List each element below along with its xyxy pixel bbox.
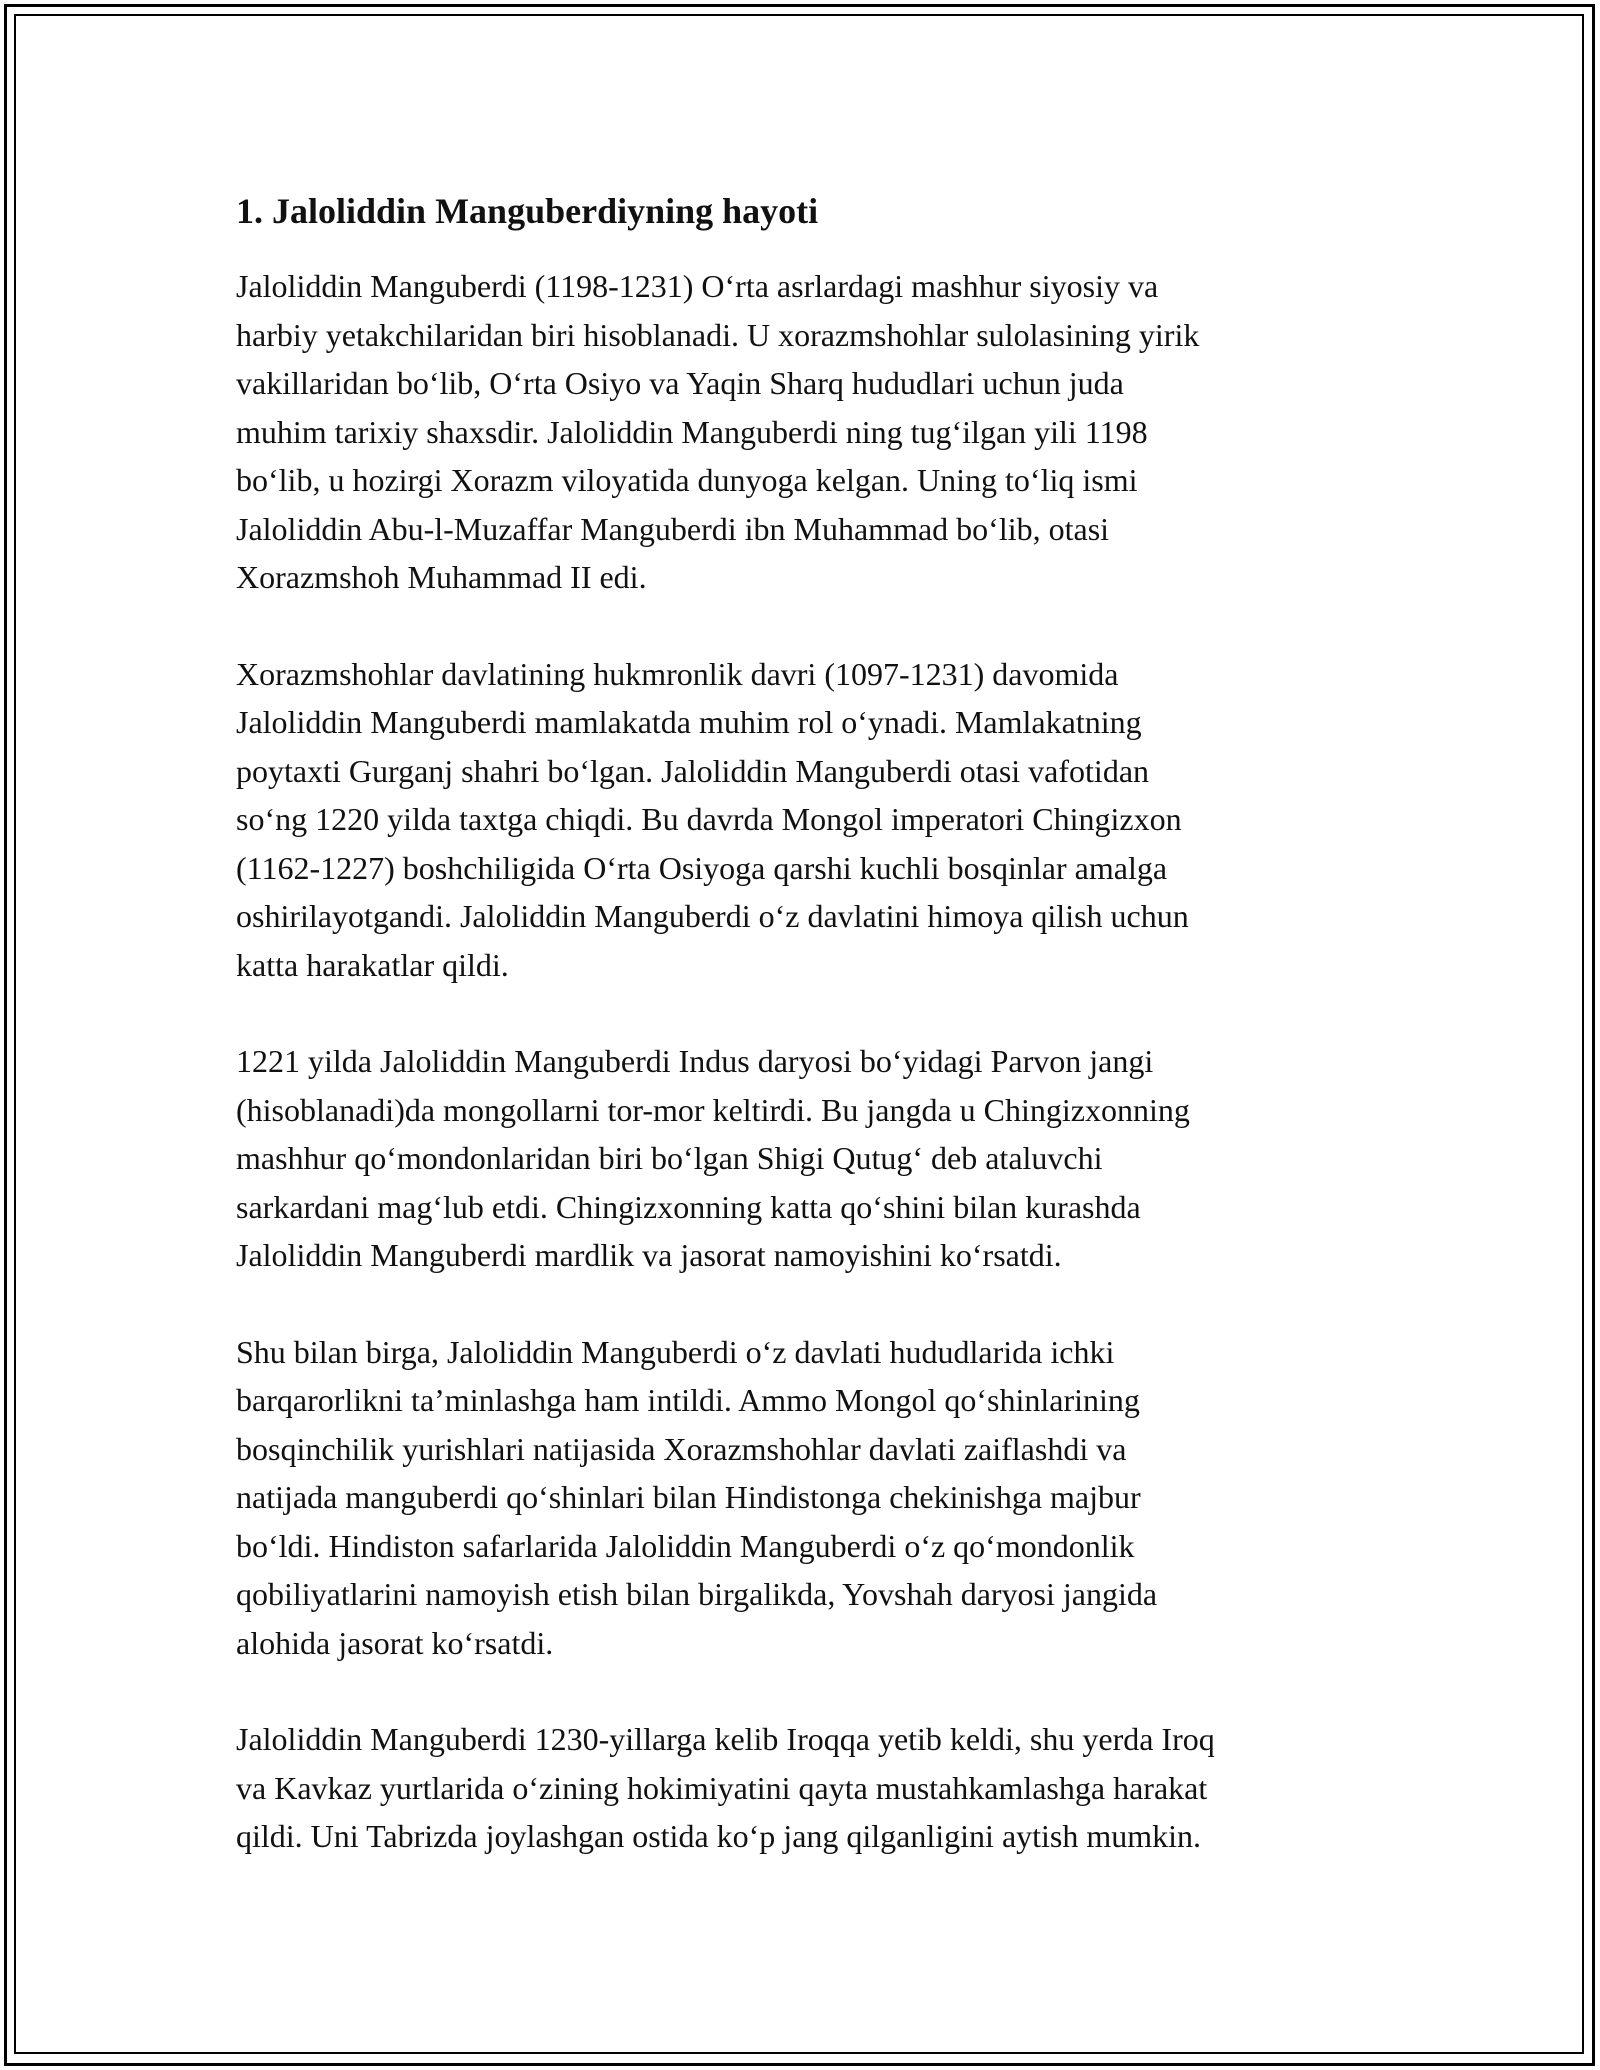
- paragraph-line: alohida jasorat ko‘rsatdi.: [236, 1624, 554, 1661]
- paragraph-line: harbiy yetakchilaridan biri hisoblanadi. U xorazmshohlar sulolasining yirik: [236, 316, 1200, 353]
- paragraph-3: [236, 1037, 1386, 1280]
- document-body: [236, 188, 1386, 1861]
- paragraph-line: qildi. Uni Tabrizda joylashgan ostida ko‘p jang qilganligini aytish mumkin.: [236, 1818, 1202, 1854]
- paragraph-line: bosqinchilik yurishlari natijasida Xorazmshohlar davlati zaiflashdi va: [236, 1430, 1127, 1467]
- paragraph-line: Jaloliddin Manguberdi 1230-yillarga kelib Iroqqa yetib keldi, shu yerda Iroq: [236, 1721, 1215, 1757]
- paragraph-line: (hisoblanadi)da mongollarni tor-mor keltirdi. Bu jangda u Chingizxonning: [236, 1091, 1190, 1128]
- paragraph-line: muhim tarixiy shaxsdir. Jaloliddin Manguberdi ning tug‘ilgan yili 1198: [236, 413, 1148, 450]
- paragraph-line: Xorazmshohlar davlatining hukmronlik davri (1097-1231) davomida: [236, 655, 1119, 692]
- paragraph-1: [236, 262, 1386, 602]
- paragraph-line: (1162-1227) boshchiligida O‘rta Osiyoga qarshi kuchli bosqinlar amalga: [236, 849, 1168, 886]
- paragraph-line: natijada manguberdi qo‘shinlari bilan Hindistonga chekinishga majbur: [236, 1479, 1141, 1515]
- paragraph-line: Jaloliddin Manguberdi mardlik va jasorat namoyishini ko‘rsatdi.: [236, 1237, 1062, 1273]
- paragraph-line: barqarorlikni ta’minlashga ham intildi. Ammo Mongol qo‘shinlarining: [236, 1382, 1140, 1418]
- paragraph-line: mashhur qo‘mondonlaridan biri bo‘lgan Shigi Qutug‘ deb ataluvchi: [236, 1140, 1103, 1176]
- paragraph-line: Xorazmshoh Muhammad II edi.: [236, 559, 647, 595]
- section-heading: 1. Jaloliddin Manguberdiyning hayoti: [236, 191, 819, 231]
- paragraph-line: so‘ng 1220 yilda taxtga chiqdi. Bu davrda Mongol imperatori Chingizxon: [236, 801, 1182, 837]
- paragraph-line: va Kavkaz yurtlarida o‘zining hokimiyatini qayta mustahkamlashga harakat: [236, 1769, 1208, 1806]
- paragraph-line: 1221 yilda Jaloliddin Manguberdi Indus daryosi bo‘yidagi Parvon jangi: [236, 1043, 1154, 1079]
- paragraph-line: bo‘ldi. Hindiston safarlarida Jaloliddin Manguberdi o‘z qo‘mondonlik: [236, 1527, 1135, 1564]
- paragraph-line: katta harakatlar qildi.: [236, 946, 509, 983]
- paragraph-2: [236, 650, 1386, 990]
- paragraph-line: sarkardani mag‘lub etdi. Chingizxonning katta qo‘shini bilan kurashda: [236, 1188, 1141, 1225]
- paragraph-line: poytaxti Gurganj shahri bo‘lgan. Jaloliddin Manguberdi otasi vafotidan: [236, 752, 1150, 789]
- paragraph-4: [236, 1328, 1386, 1668]
- paragraph-line: Shu bilan birga, Jaloliddin Manguberdi o‘z davlati hududlarida ichki: [236, 1333, 1115, 1370]
- paragraph-line: bo‘lib, u hozirgi Xorazm viloyatida dunyoga kelgan. Uning to‘liq ismi: [236, 462, 1138, 498]
- paragraph-line: vakillaridan bo‘lib, O‘rta Osiyo va Yaqin Sharq hududlari uchun juda: [236, 365, 1124, 401]
- paragraph-5: [236, 1715, 1386, 1861]
- paragraph-line: oshirilayotgandi. Jaloliddin Manguberdi o‘z davlatini himoya qilish uchun: [236, 898, 1189, 934]
- paragraph-line: qobiliyatlarini namoyish etish bilan birgalikda, Yovshah daryosi jangida: [236, 1576, 1158, 1612]
- paragraph-line: Jaloliddin Manguberdi (1198-1231) O‘rta asrlardagi mashhur siyosiy va: [236, 268, 1159, 304]
- paragraph-line: Jaloliddin Abu-l-Muzaffar Manguberdi ibn Muhammad bo‘lib, otasi: [236, 510, 1110, 547]
- paragraph-line: Jaloliddin Manguberdi mamlakatda muhim rol o‘ynadi. Mamlakatning: [236, 704, 1142, 740]
